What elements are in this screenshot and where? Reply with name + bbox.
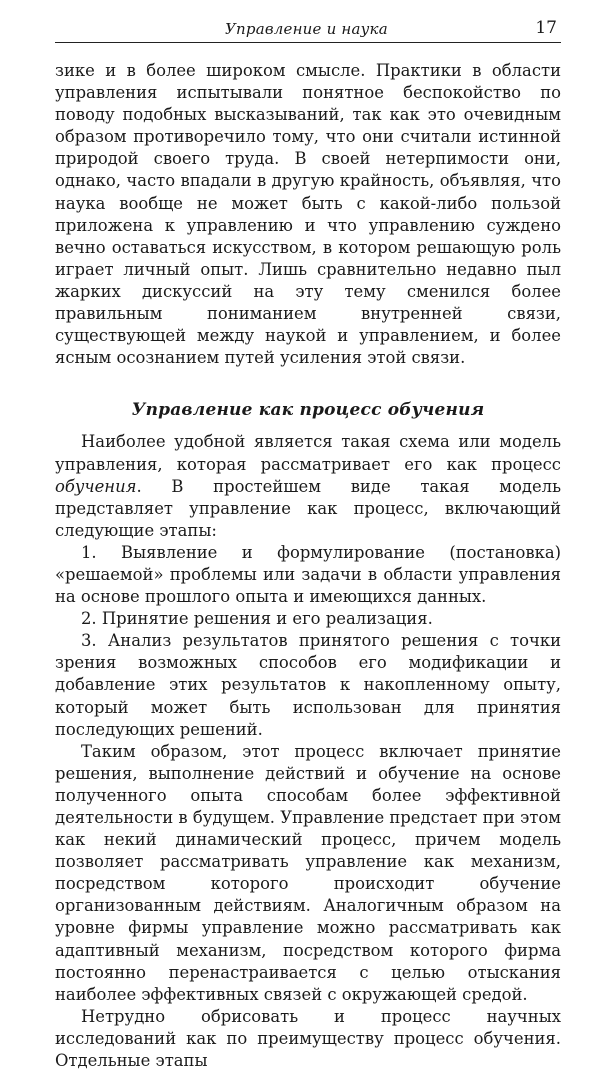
page-number: 17 [535,18,557,38]
paragraph-continuation: зике и в более широком смысле. Практики в области управления испытывали понятное беспокойство по поводу подобных высказываний, так как это очевидным образом противоречило тому, что они считали истинной природой своего труда. В своей нетерпимости они, однако, часто впадали в другую крайность, объявляя, что наука вообще не может быть с какой-либо пользой приложена к управлению и что управлению суждено вечно оставаться искусством, в котором решающую роль играет личный опыт. Лишь сравнительно недавно пыл жарких дискуссий на эту тему сменился более правильным пониманием внутренней связи, существующей между наукой и управлением, и более ясным осознанием путей усиления этой связи. [55,61,561,368]
emphasis-obuchenie: обучения [55,476,137,496]
paragraph-model-intro-start: Наиболее удобной является такая схема или модель управления, которая рассматривает его как процесс [55,432,561,474]
list-item-1: 1. Выявление и формулирование (постановка) «решаемой» проблемы или задачи в области управления на основе прошлого опыта и имеющихся данных. [55,542,561,607]
running-header [55,14,561,43]
section-heading: Управление как процесс обучения [131,400,485,421]
paragraph-model-intro-end: . В простейшем виде такая модель представляет управление как процесс, включающий следующие этапы: [55,476,561,540]
paragraph-model-intro [55,431,561,541]
main-text [55,60,561,1072]
list-item-3: 3. Анализ результатов принятого решения с точки зрения возможных способов его модификации и добавление этих результатов к накопленному опыту, который может быть использован для принятия последующих решений. [55,631,561,739]
running-title: Управление и наука [225,20,388,38]
paragraph-learning-process: Таким образом, этот процесс включает принятие решения, выполнение действий и обучение на основе полученного опыта способам более эффективной деятельности в будущем. Управление предстает при этом как некий динамический процесс, причем модель позволяет рассматривать управление как механизм, посредством которого происходит обучение организованным действиям. Аналогичным образом на уровне фирмы управление можно рассматривать как адаптивный механизм, посредством которого фирма постоянно перенастраивается с целью отыскания наиболее эффективных связей с окружающей средой. [55,741,561,1004]
paragraph-research-process: Нетрудно обрисовать и процесс научных исследований как по преимуществу процесс обучения. Отдельные этапы [55,1006,561,1071]
list-item-2: 2. Принятие решения и его реализация. [81,609,433,629]
